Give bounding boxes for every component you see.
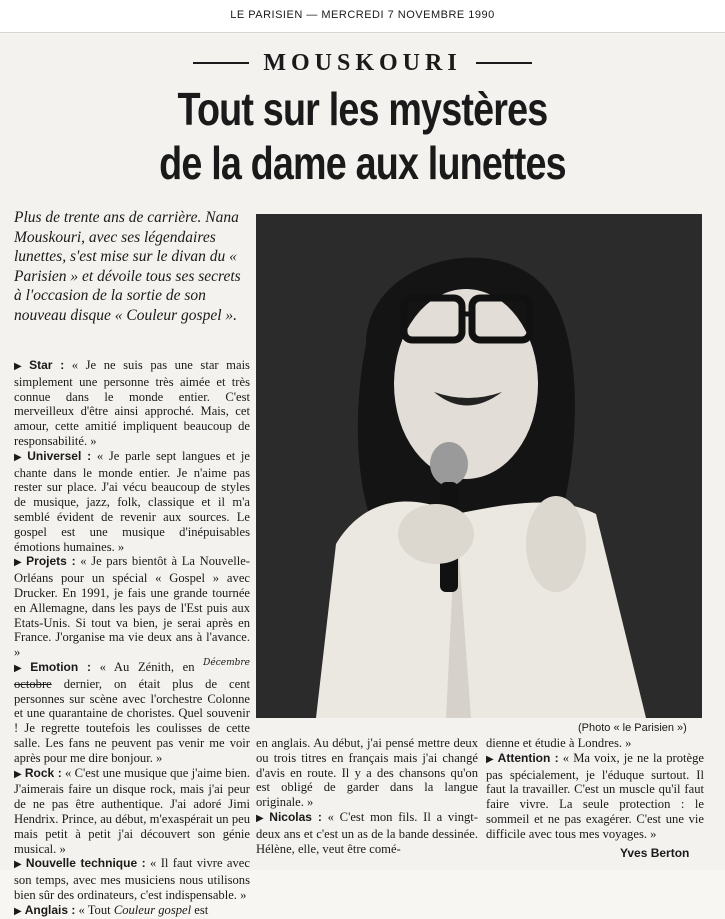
bullet-triangle-icon: ▶ xyxy=(14,768,22,780)
section-rock xyxy=(14,766,250,857)
section-text: « Tout xyxy=(78,902,111,917)
column-3 xyxy=(486,736,704,842)
section-text: « Ma voix, je ne la protège pas spécialement, je l'éduque surtout. Il faut la travailler. C'est un muscle qu'il faut faire vivre. La seule protection : le sommeil et ne pas exagérer. C'est une vie difficile avec tous mes voyages. » xyxy=(486,750,704,841)
section-tag: Anglais : xyxy=(24,902,76,917)
bullet-triangle-icon: ▶ xyxy=(14,361,27,372)
bullet-triangle-icon: ▶ xyxy=(14,905,22,917)
lede: Plus de trente ans de carrière. Nana Mouskouri, avec ses légendaires lunettes, s'est mise sur le divan du « Parisien » et dévoile tous ses secrets à l'occasion de la sortie de son nouveau disque « Couleur gospel ». xyxy=(14,209,241,324)
section-attention xyxy=(486,751,704,842)
album-title: Couleur gospel xyxy=(113,902,192,917)
section-tag: Projets : xyxy=(26,554,76,569)
photo-nana-mouskouri xyxy=(256,214,702,718)
dateline: LE PARISIEN — MERCREDI 7 NOVEMBRE 1990 xyxy=(230,9,495,21)
section-tag: Emotion : xyxy=(30,659,92,674)
photo-caption: (Photo « le Parisien ») xyxy=(578,722,687,734)
section-text: « Je pars bientôt à La Nouvelle-Orléans pour un spécial « Gospel » avec Drucker. En 1991, je fais une grande tournée en Allemagne, dans les pays de l'Est puis aux Etats-Unis. Si tout va bien, je serai après en France. J'organise ma vie deux ans à l'avance. » xyxy=(14,554,250,660)
section-nicolas xyxy=(256,810,478,856)
section-text: « C'est une musique que j'aime bien. J'aimerais faire un disque rock, mais j'ai peur de ne pas être authentique. J'ai adoré Jimi Hendrix. Prince, au début, m'exaspérait un peu mais petit à petit j'ai découvert son génie musical. » xyxy=(14,765,250,856)
headline xyxy=(65,82,660,190)
headline-line-2: de la dame aux lunettes xyxy=(159,137,566,189)
section-tag: Nouvelle technique : xyxy=(25,856,146,871)
portrait-illustration xyxy=(256,214,702,718)
section-text: « Je ne suis pas une star mais simplement une personne très aimée et très connue dans le monde entier. C'est merveilleux d'être ainsi approché. Mais, cet amour, cette amitié impliquent beaucoup de responsabilité. » xyxy=(14,358,250,448)
section-nicolas-continued: dienne et étudie à Londres. » xyxy=(486,736,632,750)
section-nouvelle-technique xyxy=(14,856,250,902)
bullet-triangle-icon: ▶ xyxy=(14,557,24,569)
kicker-rule-left xyxy=(193,62,249,64)
section-star xyxy=(14,358,250,449)
headline-line-1: Tout sur les mystères xyxy=(177,83,548,135)
section-text: « Je parle sept langues et je chante dans le monde entier. Je n'aime pas rester sur place. J'ai vécu beaucoup de styles de musique, jazz, folk, classique et il m'a semblé évident de revenir aux sources. Le gospel est une musique d'inépuisables émotions humaines. » xyxy=(14,448,251,554)
kicker: MOUSKOURI xyxy=(263,49,462,76)
bullet-triangle-icon: ▶ xyxy=(256,812,267,824)
section-text: dernier, on était plus de cent personnes sur scène avec l'orchestre Colonne et une quarantaine de choristes. Quel souvenir ! Je regrette toutefois les coulisses de cette salle. Les fans ne peuvent pas venir me voir après pour me dire bonjour. » xyxy=(14,676,250,765)
section-tag: Rock : xyxy=(24,765,62,780)
bullet-triangle-icon: ▶ xyxy=(14,859,23,871)
section-universel xyxy=(14,449,250,555)
section-tag: Universel : xyxy=(27,448,92,463)
struck-word: octobre xyxy=(14,676,52,691)
byline: Yves Berton xyxy=(620,846,690,860)
handwritten-correction: Décembre xyxy=(203,657,250,668)
bullet-triangle-icon: ▶ xyxy=(486,753,495,765)
column-1 xyxy=(14,358,250,919)
section-anglais-continued: en anglais. Au début, j'ai pensé mettre deux ou trois titres en français mais j'ai changé d'avis en route. Il y a des chansons qu'on est obligé de garder dans la langue originale. » xyxy=(256,736,478,810)
section-tag: Nicolas : xyxy=(269,809,322,824)
section-text: « C'est mon fils. Il a vingt-deux ans et c'est un as de la bande dessinée. Hélène, elle, veut être comé- xyxy=(256,809,479,856)
section-text: est xyxy=(194,902,209,917)
bullet-triangle-icon: ▶ xyxy=(14,451,25,463)
section-anglais xyxy=(14,903,250,919)
section-tag: Attention : xyxy=(497,750,559,765)
kicker-rule-right xyxy=(476,62,532,64)
section-emotion xyxy=(14,657,250,766)
bullet-triangle-icon: ▶ xyxy=(14,662,28,674)
section-tag: Star : xyxy=(29,358,65,372)
column-2 xyxy=(256,736,478,856)
section-projets xyxy=(14,554,250,660)
section-text: « Au Zénith, en xyxy=(99,659,195,674)
section-text: « Il faut vivre avec son temps, avec mes musiciens nous utilisons bien sûr des ordinateurs, c'est indispensable. » xyxy=(14,856,250,902)
kicker-row xyxy=(0,48,725,78)
